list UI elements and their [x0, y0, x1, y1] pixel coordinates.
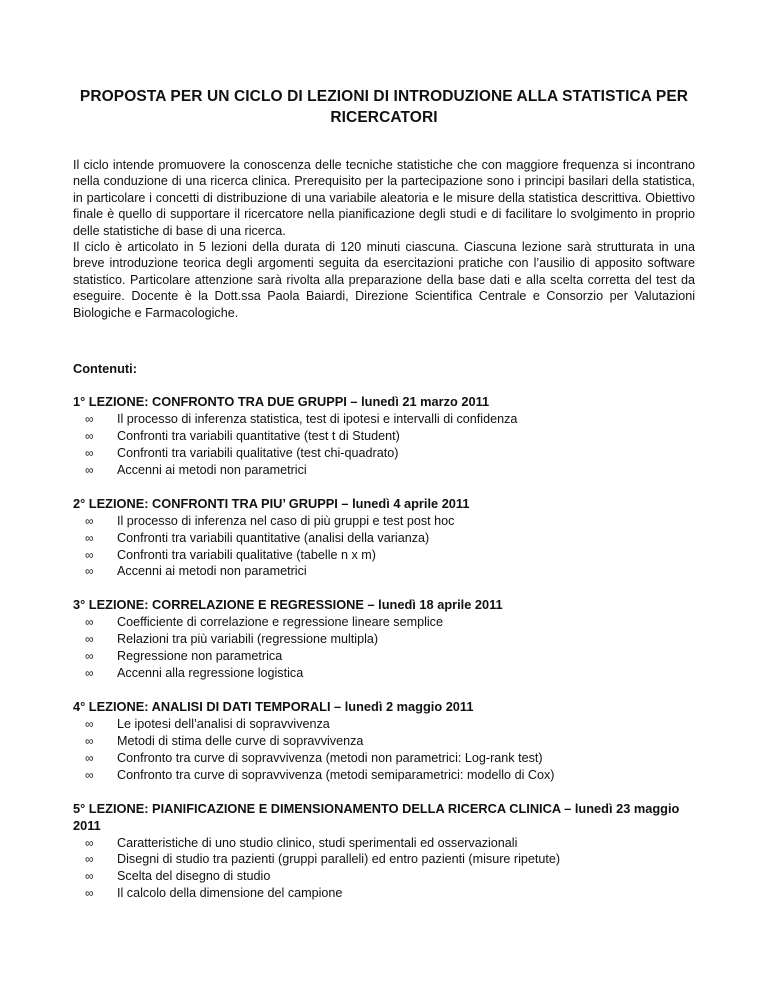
list-item	[73, 648, 695, 665]
list-item-text: Confronti tra variabili qualitative (tabelle n x m)	[117, 547, 376, 562]
infinity-bullet-icon: ∞	[85, 750, 94, 765]
list-item	[73, 530, 695, 547]
lesson-title: 1° LEZIONE: CONFRONTO TRA DUE GRUPPI – lunedì 21 marzo 2011	[73, 394, 490, 410]
infinity-bullet-icon: ∞	[85, 733, 94, 748]
lesson-topic-list	[73, 513, 695, 581]
list-item	[73, 428, 695, 445]
lesson-topic-list	[73, 411, 695, 479]
list-item-text: Confronti tra variabili quantitative (test t di Student)	[117, 428, 400, 443]
infinity-bullet-icon: ∞	[85, 666, 94, 681]
document-title: PROPOSTA PER UN CICLO DI LEZIONI DI INTRODUZIONE ALLA STATISTICA PER RICERCATORI	[79, 88, 689, 126]
infinity-bullet-icon: ∞	[85, 564, 94, 579]
list-item-text: Metodi di stima delle curve di sopravvivenza	[117, 733, 364, 748]
list-item-text: Confronti tra variabili quantitative (analisi della varianza)	[117, 530, 430, 545]
infinity-bullet-icon: ∞	[85, 547, 94, 562]
document-page	[73, 0, 695, 902]
list-item	[73, 868, 695, 885]
infinity-bullet-icon: ∞	[85, 513, 94, 528]
list-item	[73, 563, 695, 580]
infinity-bullet-icon: ∞	[85, 615, 94, 630]
list-item	[73, 733, 695, 750]
lesson-block	[73, 698, 695, 784]
lesson-block	[73, 393, 695, 479]
list-item-text: Confronto tra curve di sopravvivenza (metodi non parametrici: Log-rank test)	[117, 750, 543, 765]
list-item-text: Il processo di inferenza nel caso di più gruppi e test post hoc	[117, 513, 455, 528]
infinity-bullet-icon: ∞	[85, 462, 94, 477]
list-item-text: Il processo di inferenza statistica, test di ipotesi e intervalli di confidenza	[117, 412, 518, 427]
lesson-topic-list	[73, 614, 695, 682]
lesson-title: 4° LEZIONE: ANALISI DI DATI TEMPORALI – lunedì 2 maggio 2011	[73, 698, 474, 714]
infinity-bullet-icon: ∞	[85, 886, 94, 901]
lesson-title: 2° LEZIONE: CONFRONTI TRA PIU’ GRUPPI – lunedì 4 aprile 2011	[73, 495, 470, 511]
list-item-text: Caratteristiche di uno studio clinico, studi sperimentali ed osservazionali	[117, 835, 518, 850]
list-item-text: Le ipotesi dell’analisi di sopravvivenza	[117, 716, 330, 731]
list-item	[73, 547, 695, 564]
intro-section	[73, 157, 695, 321]
infinity-bullet-icon: ∞	[85, 869, 94, 884]
contents-heading: Contenuti:	[73, 361, 137, 377]
list-item	[73, 716, 695, 733]
list-item	[73, 631, 695, 648]
lesson-block	[73, 596, 695, 682]
intro-paragraph: Il ciclo intende promuovere la conoscenza delle tecniche statistiche che con maggiore frequenza si incontrano nella conduzione di una ricerca clinica. Prerequisito per la partecipazione sono i principi basilari della statistica, in particolare i concetti di distribuzione di una variabile aleatoria e le misure della statistica descrittiva. Obiettivo finale è quello di supportare il ricercatore nella pianificazione degli studi e di facilitare lo svolgimento in proprio delle statistiche di base di una ricerca.	[73, 158, 695, 238]
list-item	[73, 767, 695, 784]
lesson-title: 3° LEZIONE: CORRELAZIONE E REGRESSIONE – lunedì 18 aprile 2011	[73, 597, 503, 613]
list-item	[73, 835, 695, 852]
list-item-text: Scelta del disegno di studio	[117, 869, 271, 884]
infinity-bullet-icon: ∞	[85, 649, 94, 664]
list-item	[73, 411, 695, 428]
list-item-text: Accenni ai metodi non parametrici	[117, 462, 307, 477]
list-item	[73, 885, 695, 902]
infinity-bullet-icon: ∞	[85, 428, 94, 443]
list-item-text: Accenni alla regressione logistica	[117, 666, 304, 681]
lesson-title: 5° LEZIONE: PIANIFICAZIONE E DIMENSIONAMENTO DELLA RICERCA CLINICA – lunedì 23 maggio 2011	[73, 800, 680, 833]
infinity-bullet-icon: ∞	[85, 530, 94, 545]
list-item	[73, 462, 695, 479]
list-item-text: Coefficiente di correlazione e regressione lineare semplice	[117, 615, 443, 630]
lesson-topic-list	[73, 716, 695, 784]
infinity-bullet-icon: ∞	[85, 835, 94, 850]
list-item-text: Il calcolo della dimensione del campione	[117, 886, 343, 901]
lesson-block	[73, 495, 695, 581]
infinity-bullet-icon: ∞	[85, 412, 94, 427]
infinity-bullet-icon: ∞	[85, 632, 94, 647]
list-item-text: Regressione non parametrica	[117, 649, 283, 664]
infinity-bullet-icon: ∞	[85, 767, 94, 782]
list-item	[73, 614, 695, 631]
list-item-text: Relazioni tra più variabili (regressione multipla)	[117, 632, 379, 647]
list-item-text: Accenni ai metodi non parametrici	[117, 564, 307, 579]
list-item	[73, 445, 695, 462]
list-item-text: Confronto tra curve di sopravvivenza (metodi semiparametrici: modello di Cox)	[117, 767, 555, 782]
list-item	[73, 750, 695, 767]
infinity-bullet-icon: ∞	[85, 445, 94, 460]
infinity-bullet-icon: ∞	[85, 852, 94, 867]
infinity-bullet-icon: ∞	[85, 716, 94, 731]
intro-paragraph: Il ciclo è articolato in 5 lezioni della durata di 120 minuti ciascuna. Ciascuna lezione sarà strutturata in una breve introduzione teorica degli argomenti seguita da esercitazioni pratiche con l’ausilio di apposito software statistico. Particolare attenzione sarà rivolta alla preparazione della base dati e alla scelta corretta del test da eseguire. Docente è la Dott.ssa Paola Baiardi, Direzione Scientifica Centrale e Consorzio per Valutazioni Biologiche e Farmacologiche.	[73, 240, 695, 320]
list-item-text: Confronti tra variabili qualitative (test chi-quadrato)	[117, 445, 399, 460]
list-item-text: Disegni di studio tra pazienti (gruppi paralleli) ed entro pazienti (misure ripetute)	[117, 852, 561, 867]
lesson-topic-list	[73, 835, 695, 903]
list-item	[73, 851, 695, 868]
list-item	[73, 665, 695, 682]
lesson-block	[73, 800, 695, 903]
list-item	[73, 513, 695, 530]
